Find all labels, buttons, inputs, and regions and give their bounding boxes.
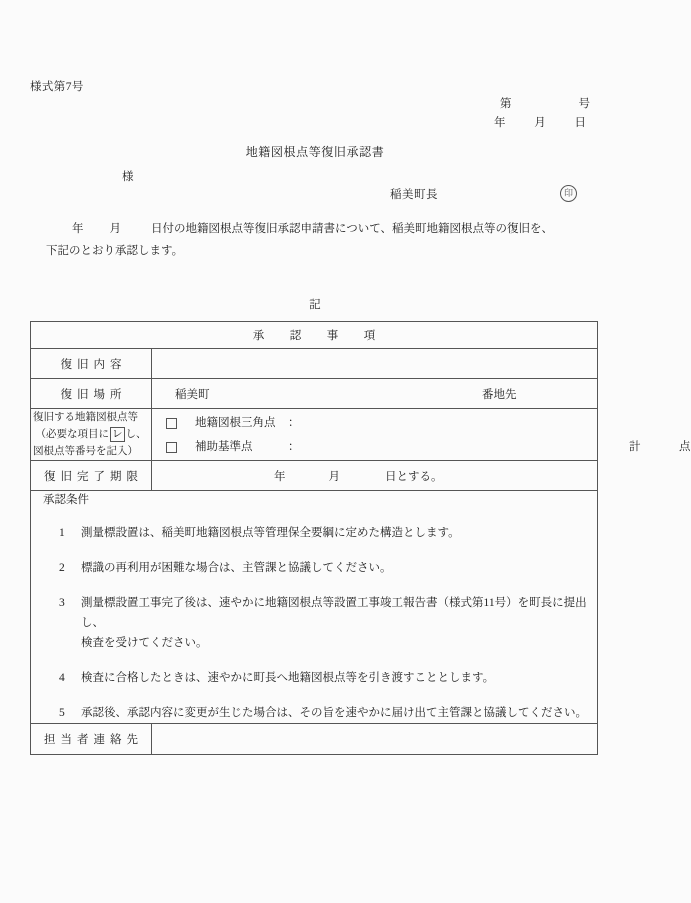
table-header-cell: 承 認 事 項 [31, 322, 598, 349]
condition-text: 測量標設置工事完了後は、速やかに地籍図根点等設置工事竣工報告書（様式第11号）を町長に提出し、 [81, 597, 587, 629]
checkbox-label-auxiliary: 補助基準点 [195, 440, 253, 453]
condition-text: 測量標設置は、稲美町地籍図根点等管理保全要綱に定めた構造とします。 [81, 527, 460, 539]
target-label-line2-b: し、 [125, 429, 147, 440]
table-row-contact [31, 724, 598, 755]
document-number-row [486, 95, 596, 114]
condition-text: 検査に合格したときは、速やかに町長へ地籍図根点等を引き渡すこととします。 [81, 672, 495, 684]
document-date-row [486, 114, 596, 133]
table-row-content [31, 349, 598, 379]
target-label-line2 [31, 426, 151, 443]
condition-number: 4 [59, 672, 65, 684]
target-label [31, 409, 152, 461]
issuer-name: 稲美町長 [390, 189, 438, 201]
condition-item [31, 523, 597, 543]
content-value-field[interactable] [152, 349, 598, 379]
intro-year: 年 [72, 223, 84, 235]
checkbox-icon-triangulation[interactable] [166, 418, 177, 429]
kijou-marker: 記 [309, 299, 321, 311]
deadline-inner [152, 468, 597, 484]
location-label: 復旧場所 [31, 379, 152, 409]
condition-item [31, 558, 597, 578]
condition-item [31, 703, 597, 723]
condition-item [31, 593, 597, 653]
deadline-year: 年 [274, 470, 286, 483]
target-label-line1: 復旧する地籍図根点等 [33, 412, 138, 423]
deadline-value-field[interactable] [152, 461, 598, 491]
condition-number: 3 [59, 597, 65, 609]
document-date-month: 月 [534, 117, 546, 129]
table-row-header [31, 322, 598, 349]
checkbox-row-triangulation[interactable] [152, 411, 597, 435]
form-number: 様式第7号 [30, 81, 84, 93]
deadline-month: 月 [328, 470, 340, 483]
condition-text-continued: 検査を受けてください。 [81, 637, 208, 649]
content-label: 復旧内容 [31, 349, 152, 379]
checkbox-colon-triangulation: ： [288, 416, 300, 429]
total-count-unit: 点 [679, 440, 691, 453]
contact-label: 担当者連絡先 [31, 724, 152, 755]
table-row-deadline [31, 461, 598, 491]
document-date-day: 日 [574, 117, 586, 129]
location-banchi: 番地先 [482, 388, 517, 401]
condition-text: 承認後、承認内容に変更が生じた場合は、その旨を速やかに届け出て主管課と協議してください。 [81, 707, 587, 719]
contact-value-field[interactable] [152, 724, 598, 755]
intro-paragraph [38, 218, 596, 262]
total-count-label: 計 [629, 440, 641, 453]
deadline-label: 復旧完了期限 [31, 461, 152, 491]
document-number-suffix: 号 [578, 98, 590, 110]
document-number-block [486, 95, 596, 133]
checkbox-row-auxiliary[interactable] [152, 435, 691, 459]
document-date-year: 年 [494, 117, 506, 129]
deadline-rest: 日とする。 [385, 470, 443, 483]
checkbox-icon-auxiliary[interactable] [166, 442, 177, 453]
condition-text: 標識の再利用が困難な場合は、主管課と協議してください。 [81, 562, 392, 574]
addressee-honorific: 様 [122, 171, 134, 183]
approval-table [30, 321, 691, 755]
table-row-location [31, 379, 598, 409]
table-row-conditions [31, 491, 598, 724]
target-checkbox-group [152, 409, 691, 461]
document-number-prefix: 第 [500, 98, 512, 110]
conditions-cell [31, 491, 598, 724]
boxed-check-mark: レ [112, 429, 123, 440]
condition-number: 1 [59, 527, 65, 539]
location-town: 稲美町 [175, 388, 210, 401]
intro-line2: 下記のとおり承認します。 [46, 245, 184, 257]
checkbox-label-triangulation: 地籍図根三角点 [195, 416, 276, 429]
checkbox-colon-auxiliary: ： [288, 440, 300, 453]
location-value-field[interactable] [152, 379, 598, 409]
conditions-title: 承認条件 [43, 494, 89, 506]
table-row-targets [31, 409, 598, 461]
condition-item [31, 668, 597, 688]
target-label-line3: 図根点等番号を記入） [33, 446, 138, 457]
condition-number: 2 [59, 562, 65, 574]
page-title: 地籍図根点等復旧承認書 [245, 145, 385, 159]
intro-month: 月 [109, 223, 121, 235]
seal-icon: 印 [560, 185, 577, 202]
condition-number: 5 [59, 707, 65, 719]
intro-rest: 日付の地籍図根点等復旧承認申請書について、稲美町地籍図根点等の復旧を、 [151, 223, 554, 235]
target-label-line2-a: （必要な項目に [35, 429, 109, 440]
